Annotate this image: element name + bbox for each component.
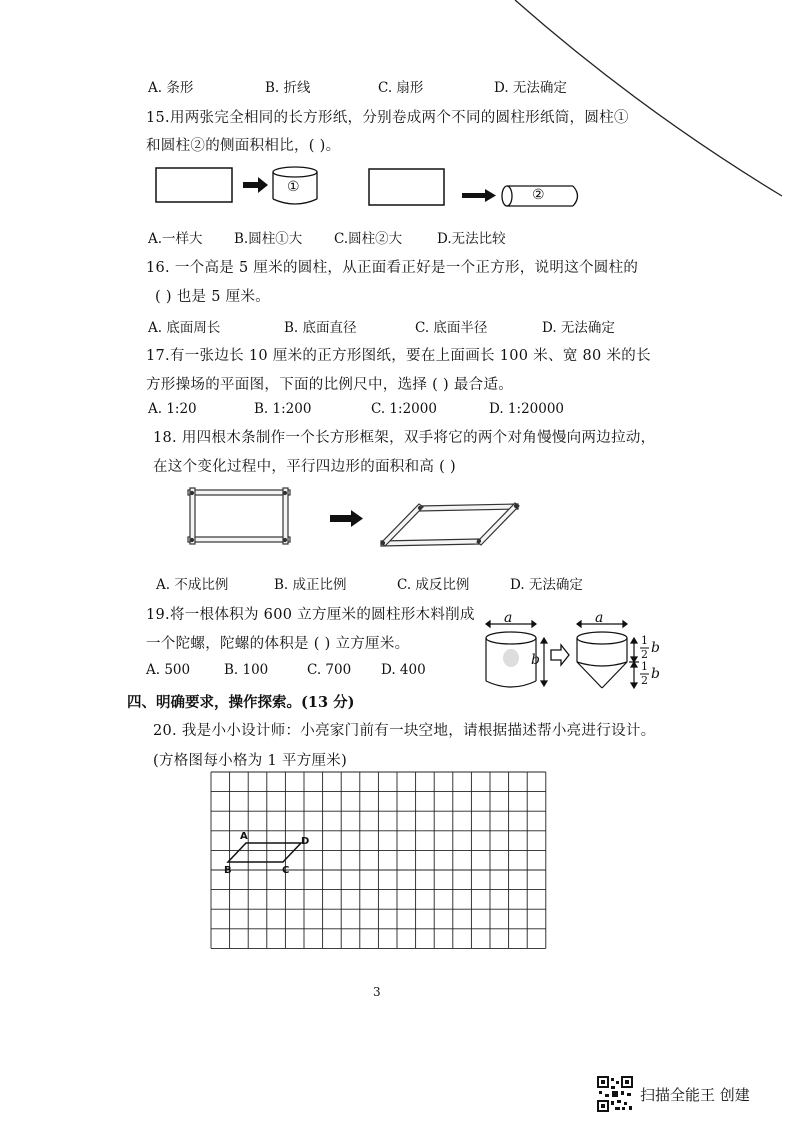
q19-option-a[interactable]: A. 500 xyxy=(146,662,191,678)
q16-option-b[interactable]: B. 底面直径 xyxy=(284,320,357,336)
q16-text-line1: 16. 一个高是 5 厘米的圆柱，从正面看正好是一个正方形，说明这个圆柱的 xyxy=(146,260,639,276)
q20-point-d: D xyxy=(301,836,310,847)
qr-code-icon xyxy=(597,1076,633,1112)
q19-half-upper-num: 1 xyxy=(641,634,648,647)
q19-half-upper-b: b xyxy=(651,640,660,656)
q20-parallelogram xyxy=(228,843,301,862)
q17-option-c[interactable]: C. 1:2000 xyxy=(371,401,437,417)
q18-option-a[interactable]: A. 不成比例 xyxy=(156,577,229,593)
q19-cylinder-a-label: a xyxy=(504,610,513,626)
q19-option-d[interactable]: D. 400 xyxy=(381,662,426,678)
q16-option-c[interactable]: C. 底面半径 xyxy=(415,320,488,336)
q19-half-lower-num: 1 xyxy=(641,660,648,673)
q15-text-line1: 15.用两张完全相同的长方形纸，分别卷成两个不同的圆柱形纸筒，圆柱① xyxy=(146,110,629,126)
q14-option-a[interactable]: A. 条形 xyxy=(148,80,194,96)
q16-text-line2: ( ) 也是 5 厘米。 xyxy=(155,289,271,305)
q18-text-line2: 在这个变化过程中，平行四边形的面积和高 ( ) xyxy=(153,459,456,475)
q15-option-b[interactable]: B.圆柱①大 xyxy=(234,231,303,247)
q17-option-a[interactable]: A. 1:20 xyxy=(148,401,197,417)
q16-option-a[interactable]: A. 底面周长 xyxy=(148,320,221,336)
q18-text-line1: 18. 用四根木条制作一个长方形框架，双手将它的两个对角慢慢向两边拉动， xyxy=(153,430,656,446)
footer-watermark-text: 扫描全能王 创建 xyxy=(640,1086,750,1104)
q19-option-b[interactable]: B. 100 xyxy=(224,662,269,678)
q19-half-lower-den: 2 xyxy=(641,674,648,687)
q17-text-line2: 方形操场的平面图，下面的比例尺中，选择 ( ) 最合适。 xyxy=(146,377,514,393)
q15-cylinder-2-label: ② xyxy=(532,187,545,203)
q19-text-line2: 一个陀螺，陀螺的体积是 ( ) 立方厘米。 xyxy=(146,636,410,652)
q20-point-a: A xyxy=(240,831,248,842)
q14-option-d[interactable]: D. 无法确定 xyxy=(494,80,567,96)
q20-point-b: B xyxy=(224,865,232,876)
q15-text-line2: 和圆柱②的侧面积相比，( )。 xyxy=(146,138,341,154)
q17-text-line1: 17.有一张边长 10 厘米的正方形图纸，要在上面画长 100 米、宽 80 米的长 xyxy=(146,348,651,364)
q19-cylinder-b-label: b xyxy=(531,652,540,668)
q18-option-c[interactable]: C. 成反比例 xyxy=(397,577,470,593)
q15-option-c[interactable]: C.圆柱②大 xyxy=(334,231,403,247)
q15-cylinder-1-label: ① xyxy=(287,179,300,195)
q18-option-b[interactable]: B. 成正比例 xyxy=(274,577,347,593)
q16-option-d[interactable]: D. 无法确定 xyxy=(542,320,615,336)
q15-option-a[interactable]: A.一样大 xyxy=(148,231,203,247)
q20-text-line1: 20. 我是小小设计师：小亮家门前有一块空地，请根据描述帮小亮进行设计。 xyxy=(153,723,656,739)
q17-option-b[interactable]: B. 1:200 xyxy=(254,401,312,417)
q20-point-c: C xyxy=(282,865,290,876)
q14-option-c[interactable]: C. 扇形 xyxy=(378,80,424,96)
section-4-title: 四、明确要求，操作探索。(13 分) xyxy=(127,694,355,711)
q19-half-upper-den: 2 xyxy=(641,648,648,661)
q17-option-d[interactable]: D. 1:20000 xyxy=(489,401,565,417)
q15-option-d[interactable]: D.无法比较 xyxy=(437,231,506,247)
q19-option-c[interactable]: C. 700 xyxy=(307,662,352,678)
q19-top-a-label: a xyxy=(595,610,604,626)
q19-text-line1: 19.将一根体积为 600 立方厘米的圆柱形木料削成 xyxy=(146,607,475,623)
page-number: 3 xyxy=(373,985,381,999)
q14-option-b[interactable]: B. 折线 xyxy=(265,80,311,96)
q18-option-d[interactable]: D. 无法确定 xyxy=(510,577,583,593)
q20-text-line2: (方格图每小格为 1 平方厘米) xyxy=(153,753,348,769)
q19-half-lower-b: b xyxy=(651,666,660,682)
